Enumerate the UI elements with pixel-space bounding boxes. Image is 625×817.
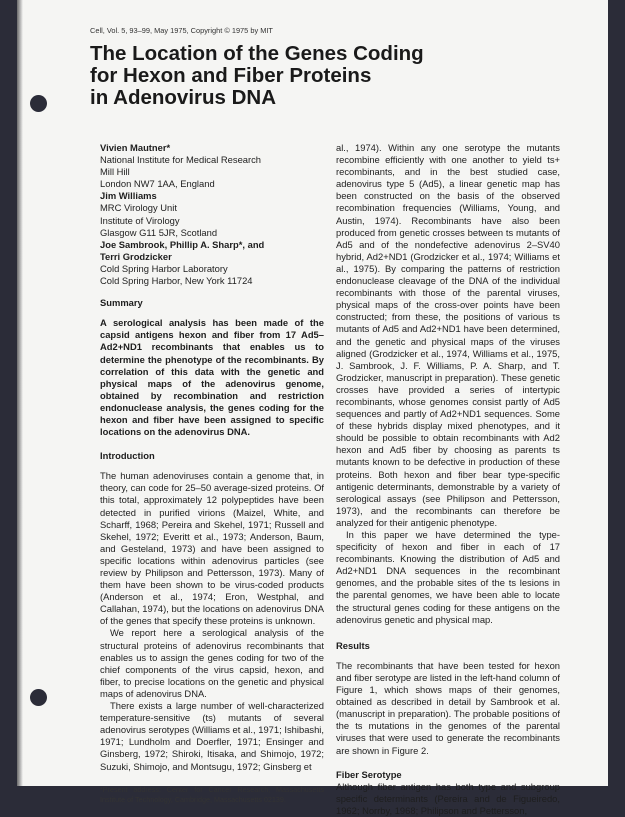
affiliation-line: MRC Virology Unit [100,202,177,214]
introduction-paragraph: There exists a large number of well-characterized temperature-sensitive (ts) mutants of several adenovirus serotypes (Williams et al., 1971; Ishibashi, 1971; Lundholm and Doerfler, 1971; Ensinger and Ginsberg, 1972; Shiroki, Itisaka, and Shimojo, 1972; Suzuki, Shimojo, and Montsugu, 1972; Ginsberg et [100,700,324,772]
left-column [100,142,324,805]
summary-text: A serological analysis has been made of the capsid antigens hexon and fiber from 17 Ad5–Ad2+ND1 recombinants that enables us to determine the phenotype of the recombinants. By correlation of this data with the genetic and physical maps of the adenovirus genome, obtained by recombination and restriction endonuclease analysis, the genes coding for the hexon and fiber have been assigned to specific locations on the adenovirus DNA. [100,317,324,438]
author-name: Vivien Mautner* [100,142,171,153]
affiliation-line: London NW7 1AA, England [100,178,215,190]
punch-hole [30,689,47,706]
right-column [336,142,560,817]
introduction-heading: Introduction [100,450,155,462]
affiliation-line: Institute of Virology [100,214,180,226]
fiber-serotype-heading: Fiber Serotype [336,768,402,780]
running-head: Cell, Vol. 5, 93–99, May 1975, Copyright © 1975 by MIT [90,26,273,35]
results-paragraph: The recombinants that have been tested for hexon and fiber serotype are listed in the left-hand column of Figure 1, which shows maps of their genomes, obtained as described in detail by Sambrook et al. (manuscript in preparation). The probable positions of the ts mutations in the genomes of the parental viruses that were used to generate the recombinants are shown in Figure 2. [336,659,560,756]
affiliation-line: Cold Spring Harbor, New York 11724 [100,275,253,287]
title-line: in Adenovirus DNA [90,86,277,109]
footnote-text: *Present address: Center for Cancer Research, Massachusetts Institute of Technology, Cambridge, Massachusetts 02139. [100,784,324,804]
affiliation-line: Cold Spring Harbor Laboratory [100,262,228,274]
affiliation-line: Glasgow G11 5JR, Scotland [100,226,218,238]
summary-heading: Summary [100,297,143,309]
introduction-paragraph: The human adenoviruses contain a genome that, in theory, can code for 25–50 average-sized proteins. Of this total, approximately 12 polypeptides have been detected in purified virions (Maizel, White, and Scharff, 1968; Pereira and Skehel, 1971; Russell and Skehel, 1972; Everitt et al., 1973; Anderson, Baum, and Gesteland, 1973) and have been assigned to specific locations within adenovirus particles (see review by Philipson and Pettersson, 1973). Many of them have been shown to be virus-coded products (Anderson et al., 1974; Eron, Westphal, and Callahan, 1974), but the locations on adenovirus DNA of the genes that specify these proteins is unknown. [100,470,324,627]
author-name: Joe Sambrook, Phillip A. Sharp*, and [100,238,265,250]
affiliation-line: Mill Hill [100,166,130,178]
title-line: for Hexon and Fiber Proteins [90,64,372,87]
paper-edge [17,0,23,786]
introduction-paragraph: We report here a serological analysis of the structural proteins of adenovirus recombinants that enables us to assign the genes coding for two of the chief components of the virus capsid, hexon, and fiber, to precise locations on the genetic and physical maps of adenovirus DNA. [100,627,324,699]
punch-hole [30,95,47,112]
author-name: Jim Williams [100,190,157,202]
results-heading: Results [336,639,370,651]
affiliation-line: National Institute for Medical Research [100,154,262,166]
article-title [90,42,424,109]
body-paragraph: In this paper we have determined the type-specificity of hexon and fiber in each of 17 recombinants. Knowing the distribution of Ad5 and Ad2+ND1 DNA sequences in the recombinant genomes, and the probable sites of the ts lesions in the parental genomes, we have been able to locate the structural genes coding for these antigens on the adenovirus genetic and physical map. [336,529,560,625]
author-block [100,142,324,287]
body-paragraph: al., 1974). Within any one serotype the mutants recombine efficiently with one another to yield ts+ recombinants, and in the best studied case, adenovirus type 5 (Ad5), a linear genetic map has been constructed on the basis of the observed recombination frequencies (Williams, Young, and Austin, 1974). Recombinants have also been produced from genetic crosses between ts mutants of Ad5 and of the nondefective adenovirus 2–SV40 hybrid, Ad2+ND1 (Grodzicker et al., 1974; Williams et al., 1975). By comparing the patterns of restriction endonuclease cleavage of the DNA of the individual recombinants with those of the parental viruses, physical maps of the cross-over points have been constructed; from these, the positions of various ts mutants of Ad5 and Ad2+ND1 have been determined, and the genetic and physical maps of the viruses aligned (Grodzicker et al., 1974, Williams et al., 1975, J. Sambrook, J. F. Williams, P. A. Sharp, and T. Grodzicker, manuscript in preparation). These genetic crosses have provided a series of intertypic recombinants, whose genomes consist partly of Ad5 sequences and partly of Ad2+ND1 sequences. Some of these hybrids display mixed phenotypes, and it should be possible to obtain recombinants with Ad2 hexon and Ad5 fiber by choosing as parents ts mutants known to be defective in production of these proteins. Both hexon and fiber bear type-specific antigenic determinants, demonstrable by a variety of serological assays (see Philipson and Pettersson, 1973), and the recombinants can therefore be analyzed for their antigenic phenotype. [336,142,560,528]
title-line: The Location of the Genes Coding [90,42,424,65]
fiber-paragraph: Although fiber antigen has both type and subgroup specific determinants (Pereira and de Figueiredo, 1962; Norrby, 1968; Philipson and Pettersson, [336,780,560,816]
author-name: Terri Grodzicker [100,250,172,262]
